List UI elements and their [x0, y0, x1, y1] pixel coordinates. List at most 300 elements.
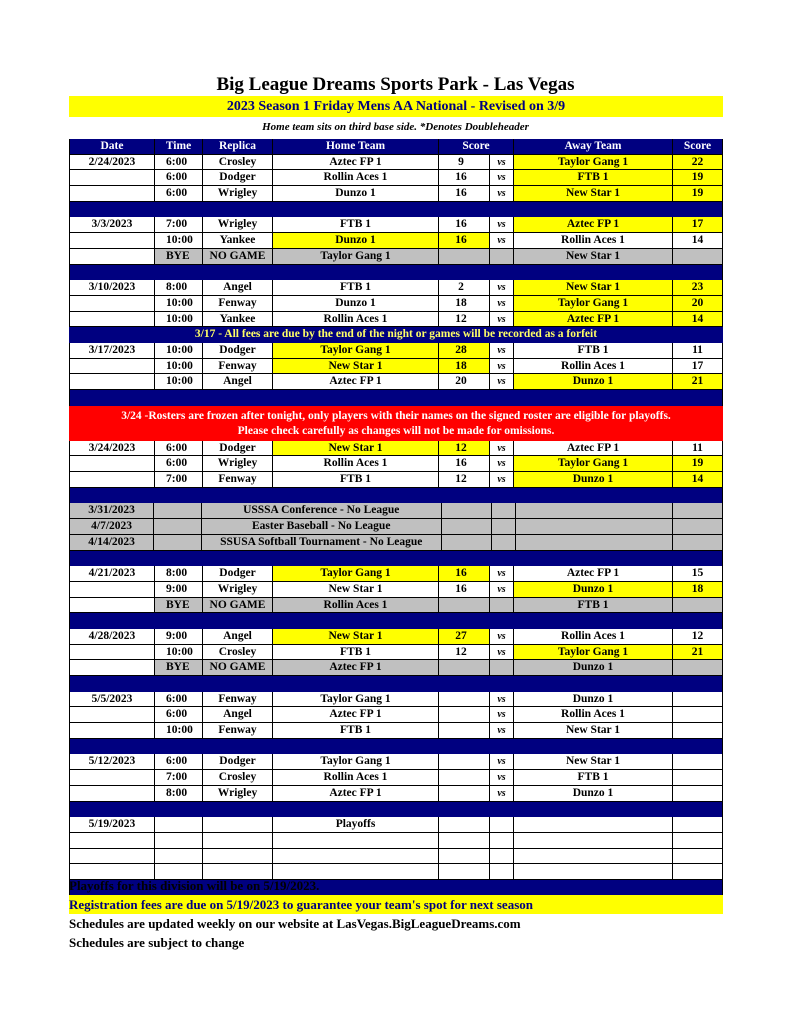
home-team: Rollin Aces 1 [273, 312, 439, 328]
game-date: 3/3/2023 [69, 217, 155, 233]
away-score: 21 [673, 645, 723, 661]
away-team: Dunzo 1 [514, 374, 673, 390]
replica-field: Angel [203, 629, 273, 645]
away-score [673, 849, 723, 865]
vs-label: vs [490, 770, 514, 786]
vs-label: vs [490, 707, 514, 723]
replica-field: Yankee [203, 233, 273, 249]
game-date [69, 849, 155, 865]
header-away-team: Away Team [514, 139, 673, 155]
home-team: Taylor Gang 1 [273, 566, 439, 582]
away-score [673, 833, 723, 849]
away-score [673, 503, 723, 519]
home-score [442, 535, 493, 551]
home-team: FTB 1 [273, 645, 439, 661]
game-date [69, 770, 155, 786]
game-time: 10:00 [155, 723, 203, 739]
replica-field: Dodger [203, 754, 273, 770]
vs-label: vs [490, 217, 514, 233]
away-team: Rollin Aces 1 [514, 707, 673, 723]
home-score [439, 754, 490, 770]
roster-freeze-banner [69, 406, 723, 441]
game-time: 7:00 [155, 217, 203, 233]
replica-field: Crosley [203, 770, 273, 786]
away-team: New Star 1 [514, 723, 673, 739]
away-score: 21 [673, 374, 723, 390]
home-score [439, 692, 490, 708]
vs-label [490, 833, 514, 849]
section-separator [69, 488, 723, 504]
game-date: 5/5/2023 [69, 692, 155, 708]
away-team: Aztec FP 1 [514, 217, 673, 233]
home-score: 16 [439, 582, 490, 598]
away-team: New Star 1 [514, 280, 673, 296]
away-team [514, 833, 673, 849]
away-team: Aztec FP 1 [514, 312, 673, 328]
header-score: Score [439, 139, 514, 155]
game-date [69, 186, 155, 202]
replica-field: Dodger [203, 441, 273, 457]
game-time: 6:00 [155, 754, 203, 770]
section-separator [69, 265, 723, 281]
home-score [442, 519, 493, 535]
home-score [439, 249, 490, 265]
away-score: 19 [673, 456, 723, 472]
game-time [154, 519, 202, 535]
table-row [69, 833, 723, 849]
away-score [673, 723, 723, 739]
table-row [69, 849, 723, 865]
replica-field: Fenway [203, 296, 273, 312]
vs-label: vs [490, 754, 514, 770]
replica-field: Wrigley [203, 786, 273, 802]
game-time: 6:00 [155, 692, 203, 708]
vs-label: vs [490, 343, 514, 359]
table-row [69, 786, 723, 802]
away-score: 20 [673, 296, 723, 312]
home-team: Taylor Gang 1 [273, 343, 439, 359]
replica-field: Crosley [203, 645, 273, 661]
game-date [69, 660, 155, 676]
home-score [442, 503, 493, 519]
vs-label [492, 519, 516, 535]
away-team: Taylor Gang 1 [514, 456, 673, 472]
game-date [69, 645, 155, 661]
away-score: 14 [673, 312, 723, 328]
home-team: FTB 1 [273, 280, 439, 296]
home-team [273, 833, 439, 849]
game-time: 10:00 [155, 312, 203, 328]
section-separator [69, 739, 723, 755]
replica-field: Angel [203, 280, 273, 296]
table-row [69, 707, 723, 723]
replica-field: Crosley [203, 155, 273, 171]
replica-field: Angel [203, 374, 273, 390]
game-date [69, 833, 155, 849]
away-team: Dunzo 1 [514, 472, 673, 488]
replica-field: Fenway [203, 723, 273, 739]
table-row [69, 582, 723, 598]
vs-label: vs [490, 456, 514, 472]
table-header [69, 139, 723, 155]
away-team: Dunzo 1 [514, 692, 673, 708]
game-time [155, 817, 203, 833]
away-score: 17 [673, 359, 723, 375]
section-separator [69, 802, 723, 818]
away-team: FTB 1 [514, 343, 673, 359]
table-row [69, 770, 723, 786]
table-row [69, 645, 723, 661]
footer-disclaimer: Schedules are subject to change [69, 935, 245, 950]
game-date: 3/31/2023 [69, 503, 154, 519]
game-date [69, 707, 155, 723]
table-row [69, 186, 723, 202]
replica-field: Wrigley [203, 217, 273, 233]
bye-team: Rollin Aces 1 [273, 598, 439, 614]
game-date: 4/21/2023 [69, 566, 155, 582]
roster-freeze-line-2: Please check carefully as changes will not be made for omissions. [237, 425, 555, 438]
home-score [439, 660, 490, 676]
bye-team: Dunzo 1 [514, 660, 673, 676]
away-team [516, 535, 674, 551]
bye-label: BYE [155, 249, 203, 265]
home-score: 16 [439, 456, 490, 472]
table-row [69, 441, 723, 457]
away-score: 14 [673, 472, 723, 488]
home-score: 28 [439, 343, 490, 359]
footer-registration: Registration fees are due on 5/19/2023 to guarantee your team's spot for next season [69, 895, 723, 914]
fees-banner: 3/17 - All fees are due by the end of the night or games will be recorded as a forfeit [69, 327, 723, 343]
table-row [69, 723, 723, 739]
away-team: Dunzo 1 [514, 786, 673, 802]
away-score [673, 692, 723, 708]
game-time [154, 535, 202, 551]
replica-field: Angel [203, 707, 273, 723]
home-team: FTB 1 [273, 472, 439, 488]
home-score [439, 786, 490, 802]
table-row [69, 535, 723, 551]
away-team: Taylor Gang 1 [514, 155, 673, 171]
header-away-score: Score [673, 139, 723, 155]
home-team [273, 849, 439, 865]
game-time: 8:00 [155, 786, 203, 802]
header-replica: Replica [203, 139, 273, 155]
no-league-label: Easter Baseball - No League [202, 519, 442, 535]
home-score: 16 [439, 186, 490, 202]
no-game-label: NO GAME [203, 598, 273, 614]
home-score: 20 [439, 374, 490, 390]
game-time: 8:00 [155, 280, 203, 296]
section-separator [69, 390, 723, 406]
header-time: Time [155, 139, 203, 155]
table-row [69, 359, 723, 375]
home-score: 2 [439, 280, 490, 296]
home-score: 16 [439, 217, 490, 233]
away-team: FTB 1 [514, 170, 673, 186]
away-score [673, 660, 723, 676]
game-date [69, 786, 155, 802]
away-score: 19 [673, 170, 723, 186]
vs-label [490, 849, 514, 865]
away-score [673, 598, 723, 614]
home-score [439, 598, 490, 614]
game-date: 3/10/2023 [69, 280, 155, 296]
game-time: 10:00 [155, 233, 203, 249]
game-time [155, 833, 203, 849]
replica-field: Wrigley [203, 186, 273, 202]
away-team: Rollin Aces 1 [514, 359, 673, 375]
game-time: 8:00 [155, 566, 203, 582]
game-date: 5/12/2023 [69, 754, 155, 770]
away-score: 18 [673, 582, 723, 598]
header-date: Date [69, 139, 155, 155]
table-row [69, 692, 723, 708]
game-date: 3/24/2023 [69, 441, 155, 457]
game-date [69, 359, 155, 375]
vs-label: vs [490, 296, 514, 312]
game-date [69, 374, 155, 390]
section-separator [69, 551, 723, 567]
away-team: Aztec FP 1 [514, 441, 673, 457]
table-row [69, 233, 723, 249]
home-team: Playoffs [273, 817, 439, 833]
table-row [69, 817, 723, 833]
no-game-label: NO GAME [203, 249, 273, 265]
home-score: 18 [439, 296, 490, 312]
away-team: Aztec FP 1 [514, 566, 673, 582]
replica-field [203, 849, 273, 865]
away-team [514, 849, 673, 865]
away-score [673, 707, 723, 723]
away-score [673, 249, 723, 265]
section-separator [69, 676, 723, 692]
home-team-note: Home team sits on third base side. *Denotes Doubleheader [262, 121, 529, 133]
away-score [673, 754, 723, 770]
vs-label [490, 598, 514, 614]
table-row [69, 312, 723, 328]
game-time [154, 503, 202, 519]
table-row [69, 296, 723, 312]
vs-label: vs [490, 155, 514, 171]
game-date [69, 723, 155, 739]
away-score: 23 [673, 280, 723, 296]
vs-label: vs [490, 280, 514, 296]
away-score: 14 [673, 233, 723, 249]
header-home-team: Home Team [273, 139, 439, 155]
game-date [69, 312, 155, 328]
game-time: 6:00 [155, 170, 203, 186]
away-score: 22 [673, 155, 723, 171]
away-team: Taylor Gang 1 [514, 645, 673, 661]
vs-label [490, 660, 514, 676]
away-score [673, 786, 723, 802]
game-date: 4/28/2023 [69, 629, 155, 645]
game-date [69, 249, 155, 265]
bye-team: New Star 1 [514, 249, 673, 265]
home-score [439, 707, 490, 723]
home-score: 16 [439, 566, 490, 582]
game-time: 10:00 [155, 645, 203, 661]
game-date [69, 296, 155, 312]
home-score [439, 833, 490, 849]
game-time: 9:00 [155, 629, 203, 645]
page-title: Big League Dreams Sports Park - Las Vegas [216, 74, 575, 95]
vs-label: vs [490, 312, 514, 328]
replica-field: Dodger [203, 566, 273, 582]
game-time: 9:00 [155, 582, 203, 598]
game-date: 2/24/2023 [69, 155, 155, 171]
no-league-label: USSSA Conference - No League [202, 503, 442, 519]
table-row [69, 566, 723, 582]
game-time: 6:00 [155, 707, 203, 723]
vs-label: vs [490, 170, 514, 186]
vs-label: vs [490, 472, 514, 488]
bye-team: FTB 1 [514, 598, 673, 614]
game-time: 10:00 [155, 343, 203, 359]
bye-team: Taylor Gang 1 [273, 249, 439, 265]
home-team: Aztec FP 1 [273, 374, 439, 390]
away-team: New Star 1 [514, 754, 673, 770]
footer-playoffs: Playoffs for this division will be on 5/19/2023. [69, 878, 320, 893]
home-team: Rollin Aces 1 [273, 456, 439, 472]
section-separator [69, 202, 723, 218]
table-row [69, 343, 723, 359]
vs-label: vs [490, 186, 514, 202]
home-team: Rollin Aces 1 [273, 770, 439, 786]
away-score [673, 535, 723, 551]
away-team: Rollin Aces 1 [514, 233, 673, 249]
table-row [69, 456, 723, 472]
game-date [69, 598, 155, 614]
game-date [69, 233, 155, 249]
table-row [69, 217, 723, 233]
vs-label: vs [490, 723, 514, 739]
away-score [673, 519, 723, 535]
away-team: Taylor Gang 1 [514, 296, 673, 312]
home-team: Dunzo 1 [273, 233, 439, 249]
vs-label: vs [490, 629, 514, 645]
table-row [69, 754, 723, 770]
game-time: 7:00 [155, 770, 203, 786]
away-score: 15 [673, 566, 723, 582]
home-team: Taylor Gang 1 [273, 692, 439, 708]
game-time: 7:00 [155, 472, 203, 488]
table-row [69, 519, 723, 535]
table-row [69, 503, 723, 519]
home-score: 9 [439, 155, 490, 171]
vs-label: vs [490, 374, 514, 390]
game-date: 3/17/2023 [69, 343, 155, 359]
home-score: 27 [439, 629, 490, 645]
vs-label [490, 817, 514, 833]
replica-field [203, 833, 273, 849]
away-score: 17 [673, 217, 723, 233]
table-row [69, 155, 723, 171]
game-date: 4/7/2023 [69, 519, 154, 535]
replica-field: Dodger [203, 343, 273, 359]
home-team: Rollin Aces 1 [273, 170, 439, 186]
away-team: Rollin Aces 1 [514, 629, 673, 645]
game-date [69, 472, 155, 488]
vs-label: vs [490, 233, 514, 249]
away-score [673, 817, 723, 833]
home-team: New Star 1 [273, 359, 439, 375]
replica-field: Wrigley [203, 582, 273, 598]
bye-label: BYE [155, 660, 203, 676]
away-team [516, 503, 674, 519]
table-row [69, 660, 723, 676]
game-date [69, 170, 155, 186]
game-time: 6:00 [155, 186, 203, 202]
bye-label: BYE [155, 598, 203, 614]
away-team [516, 519, 674, 535]
home-team: New Star 1 [273, 582, 439, 598]
replica-field: Dodger [203, 170, 273, 186]
away-team: New Star 1 [514, 186, 673, 202]
game-time: 6:00 [155, 155, 203, 171]
home-score: 12 [439, 645, 490, 661]
home-score [439, 849, 490, 865]
home-score [439, 817, 490, 833]
footer-website: Schedules are updated weekly on our website at LasVegas.BigLeagueDreams.com [69, 916, 521, 931]
home-score: 18 [439, 359, 490, 375]
replica-field [203, 817, 273, 833]
home-team: Dunzo 1 [273, 296, 439, 312]
game-time: 6:00 [155, 456, 203, 472]
vs-label: vs [490, 441, 514, 457]
game-time: 6:00 [155, 441, 203, 457]
vs-label [490, 249, 514, 265]
home-score: 16 [439, 170, 490, 186]
home-score: 12 [439, 441, 490, 457]
vs-label: vs [490, 582, 514, 598]
home-team: Aztec FP 1 [273, 707, 439, 723]
table-row [69, 170, 723, 186]
home-team: Taylor Gang 1 [273, 754, 439, 770]
home-score: 12 [439, 312, 490, 328]
roster-freeze-line-1: 3/24 -Rosters are frozen after tonight, only players with their names on the signed roster are eligible for playoffs. [121, 409, 671, 422]
home-team: Dunzo 1 [273, 186, 439, 202]
away-score [673, 770, 723, 786]
home-team: FTB 1 [273, 217, 439, 233]
home-team: Aztec FP 1 [273, 786, 439, 802]
table-row [69, 374, 723, 390]
home-score [439, 723, 490, 739]
table-row [69, 249, 723, 265]
game-time: 10:00 [155, 359, 203, 375]
game-date [69, 456, 155, 472]
vs-label: vs [490, 786, 514, 802]
home-team: New Star 1 [273, 441, 439, 457]
table-row [69, 598, 723, 614]
game-date: 4/14/2023 [69, 535, 154, 551]
away-score: 19 [673, 186, 723, 202]
no-league-label: SSUSA Softball Tournament - No League [202, 535, 442, 551]
away-score: 11 [673, 441, 723, 457]
no-game-label: NO GAME [203, 660, 273, 676]
home-score: 12 [439, 472, 490, 488]
table-row [69, 629, 723, 645]
replica-field: Wrigley [203, 456, 273, 472]
home-score: 16 [439, 233, 490, 249]
bye-team: Aztec FP 1 [273, 660, 439, 676]
replica-field: Fenway [203, 472, 273, 488]
table-row [69, 280, 723, 296]
away-team: FTB 1 [514, 770, 673, 786]
schedule-rows [69, 155, 723, 896]
game-time [155, 849, 203, 865]
game-time: 10:00 [155, 296, 203, 312]
